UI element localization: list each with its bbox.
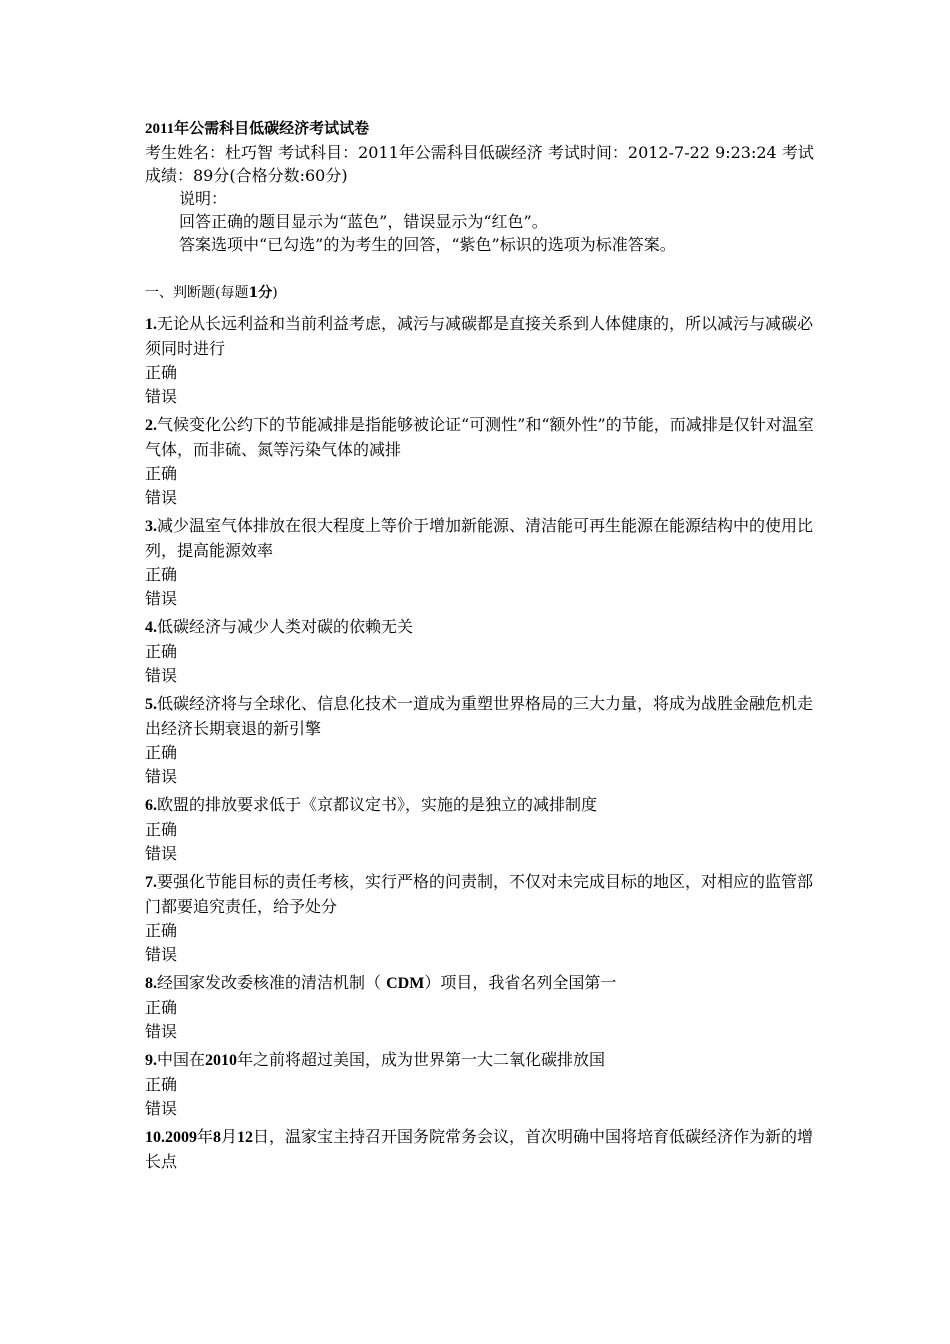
question-number: 1.	[145, 316, 157, 333]
question-body: 年之前将超过美国，成为世界第一大二氧化碳排放国	[237, 1050, 606, 1069]
question-body: 经国家发改委核准的清洁机制（	[157, 973, 387, 992]
question-3	[145, 514, 825, 611]
question-number: 10.	[145, 1129, 165, 1146]
question-body: 年	[197, 1127, 214, 1146]
question-text	[145, 615, 825, 640]
question-number: 5.	[145, 696, 157, 713]
section-heading	[145, 283, 825, 303]
option-true[interactable]: 正确	[145, 464, 178, 483]
option-false[interactable]: 错误	[145, 844, 178, 863]
option-false[interactable]: 错误	[145, 1022, 178, 1041]
question-year: 2009	[165, 1129, 197, 1146]
question-body: 欧盟的排放要求低于《京都议定书》，实施的是独立的减排制度	[157, 795, 598, 814]
notes-line-1: 回答正确的题目显示为“蓝色”，错误显示为“红色”。	[179, 212, 548, 231]
option-false[interactable]: 错误	[145, 767, 178, 786]
option-true[interactable]: 正确	[145, 743, 178, 762]
question-text	[145, 793, 825, 818]
option-false[interactable]: 错误	[145, 666, 178, 685]
section-label: 一、判断题(每题	[145, 285, 249, 301]
question-number: 9.	[145, 1052, 157, 1069]
question-number: 2.	[145, 417, 157, 434]
question-8	[145, 971, 825, 1044]
option-true[interactable]: 正确	[145, 921, 178, 940]
option-true[interactable]: 正确	[145, 363, 178, 382]
option-false[interactable]: 错误	[145, 387, 178, 406]
question-number: 8.	[145, 975, 157, 992]
question-body: 日，温家宝主持召开国务院常务会议，首次明确中国将培育低碳经济作为新的增长点	[145, 1127, 814, 1171]
question-number: 3.	[145, 518, 157, 535]
question-month: 8	[213, 1129, 222, 1146]
option-true[interactable]: 正确	[145, 642, 178, 661]
question-body: 中国在	[157, 1050, 206, 1069]
question-10	[145, 1125, 825, 1174]
question-body: 减少温室气体排放在很大程度上等价于增加新能源、清洁能可再生能源在能源结构中的使用比列，提高能源效率	[145, 516, 814, 560]
question-term: CDM	[386, 975, 425, 992]
question-day: 12	[237, 1129, 254, 1146]
question-body: 气候变化公约下的节能减排是指能够被论证“可测性”和“额外性”的节能，而减排是仅针对温室气体，而非硫、氮等污染气体的减排	[145, 415, 814, 459]
question-text	[145, 971, 825, 996]
question-body: 低碳经济将与全球化、信息化技术一道成为重塑世界格局的三大力量，将成为战胜金融危机走出经济长期衰退的新引擎	[145, 694, 814, 738]
option-false[interactable]: 错误	[145, 945, 178, 964]
question-7	[145, 870, 825, 967]
title-text: 2011年公需科目低碳经济考试试卷	[145, 121, 370, 137]
question-number: 7.	[145, 874, 157, 891]
question-text	[145, 514, 825, 563]
question-text	[145, 1125, 825, 1174]
notes-line-2: 答案选项中“已勾选”的为考生的回答，“紫色”标识的选项为标准答案。	[179, 235, 676, 254]
question-text	[145, 692, 825, 741]
question-5	[145, 692, 825, 789]
question-text	[145, 1048, 825, 1073]
question-6	[145, 793, 825, 866]
question-number: 6.	[145, 797, 157, 814]
question-number: 4.	[145, 619, 157, 636]
question-body: 低碳经济与减少人类对碳的依赖无关	[157, 617, 414, 636]
option-true[interactable]: 正确	[145, 998, 178, 1017]
question-text	[145, 312, 825, 361]
notes-label: 说明：	[179, 189, 228, 208]
question-body: ）项目，我省名列全国第一	[424, 973, 617, 992]
question-text	[145, 870, 825, 919]
option-false[interactable]: 错误	[145, 589, 178, 608]
option-false[interactable]: 错误	[145, 1099, 178, 1118]
document-title	[145, 118, 825, 139]
question-1	[145, 312, 825, 409]
question-body: 月	[221, 1127, 238, 1146]
option-true[interactable]: 正确	[145, 1075, 178, 1094]
option-true[interactable]: 正确	[145, 565, 178, 584]
exam-document	[145, 118, 825, 1178]
question-9	[145, 1048, 825, 1121]
option-true[interactable]: 正确	[145, 820, 178, 839]
question-body: 要强化节能目标的责任考核，实行严格的问责制，不仅对未完成目标的地区，对相应的监管部门都要追究责任，给予处分	[145, 872, 814, 916]
section-points: 1分	[248, 285, 273, 301]
question-4	[145, 615, 825, 688]
option-false[interactable]: 错误	[145, 488, 178, 507]
question-body: 无论从长远利益和当前利益考虑，减污与减碳都是直接关系到人体健康的，所以减污与减碳必须同时进行	[145, 314, 814, 358]
question-year: 2010	[205, 1052, 238, 1069]
question-text	[145, 413, 825, 462]
exam-info-line: 考生姓名：杜巧智 考试科目：2011年公需科目低碳经济 考试时间：2012-7-22 9:23:24 考试成绩：89分(合格分数:60分)	[145, 143, 814, 185]
section-close: )	[272, 285, 278, 301]
question-2	[145, 413, 825, 510]
